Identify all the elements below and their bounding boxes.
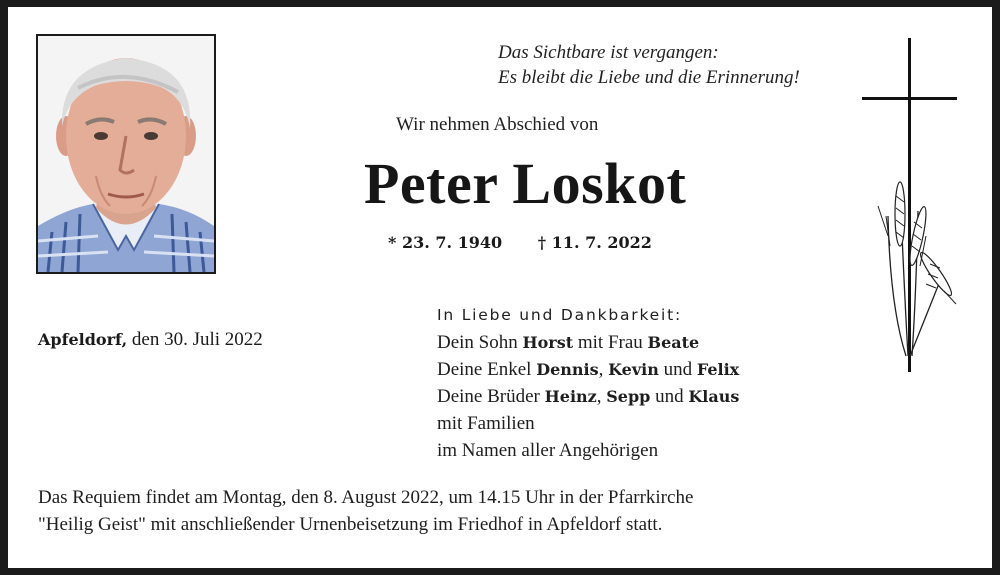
text-fragment: Deine Brüder <box>437 386 545 407</box>
requiem-line-1: Das Requiem findet am Montag, den 8. August 2022, um 14.15 Uhr in der Pfarrkirche <box>38 487 694 508</box>
text-fragment: , <box>596 386 607 407</box>
place-name: Apfeldorf, <box>38 330 128 349</box>
text-fragment: Deine Enkel <box>437 359 537 380</box>
mourner-name: Beate <box>647 333 700 352</box>
birth-date: * 23. 7. 1940 <box>388 233 503 252</box>
place-date <box>38 329 263 351</box>
motto-quote <box>498 40 800 90</box>
mourner-line-families: mit Familien <box>437 413 535 434</box>
deceased-name: Peter Loskot <box>364 151 687 216</box>
mourner-name: Horst <box>522 333 574 352</box>
cross-illustration <box>860 36 960 376</box>
notice-date: den 30. Juli 2022 <box>127 329 263 350</box>
intro-text: Wir nehmen Abschied von <box>396 114 599 135</box>
mourner-line-brothers <box>437 383 739 410</box>
mourner-name: Kevin <box>608 360 659 379</box>
mourner-line-son <box>437 329 739 356</box>
mourners-block <box>437 302 739 464</box>
mourner-line-relatives: im Namen aller Angehörigen <box>437 440 659 461</box>
requiem-line-2: "Heilig Geist" mit anschließender Urnenbeisetzung im Friedhof in Apfeldorf statt. <box>38 514 663 535</box>
portrait-illustration <box>38 36 214 272</box>
mourner-name: Klaus <box>688 387 740 406</box>
mourner-name: Sepp <box>606 387 651 406</box>
cross-with-wheat-icon <box>860 36 960 376</box>
mourner-line-grandchildren <box>437 356 739 383</box>
text-fragment: und <box>658 359 697 380</box>
mourners-heading: In Liebe und Dankbarkeit: <box>437 306 683 324</box>
text-fragment: , <box>598 359 609 380</box>
mourner-name: Heinz <box>544 387 597 406</box>
requiem-announcement <box>38 484 693 538</box>
portrait-photo <box>36 34 216 274</box>
text-fragment: Dein Sohn <box>437 332 523 353</box>
text-fragment: mit Frau <box>573 332 648 353</box>
motto-line-1: Das Sichtbare ist vergangen: <box>498 42 719 63</box>
text-fragment: und <box>650 386 689 407</box>
life-dates <box>388 233 652 252</box>
mourner-name: Felix <box>696 360 740 379</box>
motto-line-2: Es bleibt die Liebe und die Erinnerung! <box>498 67 800 88</box>
death-date: † 11. 7. 2022 <box>537 233 652 252</box>
mourner-name: Dennis <box>536 360 599 379</box>
